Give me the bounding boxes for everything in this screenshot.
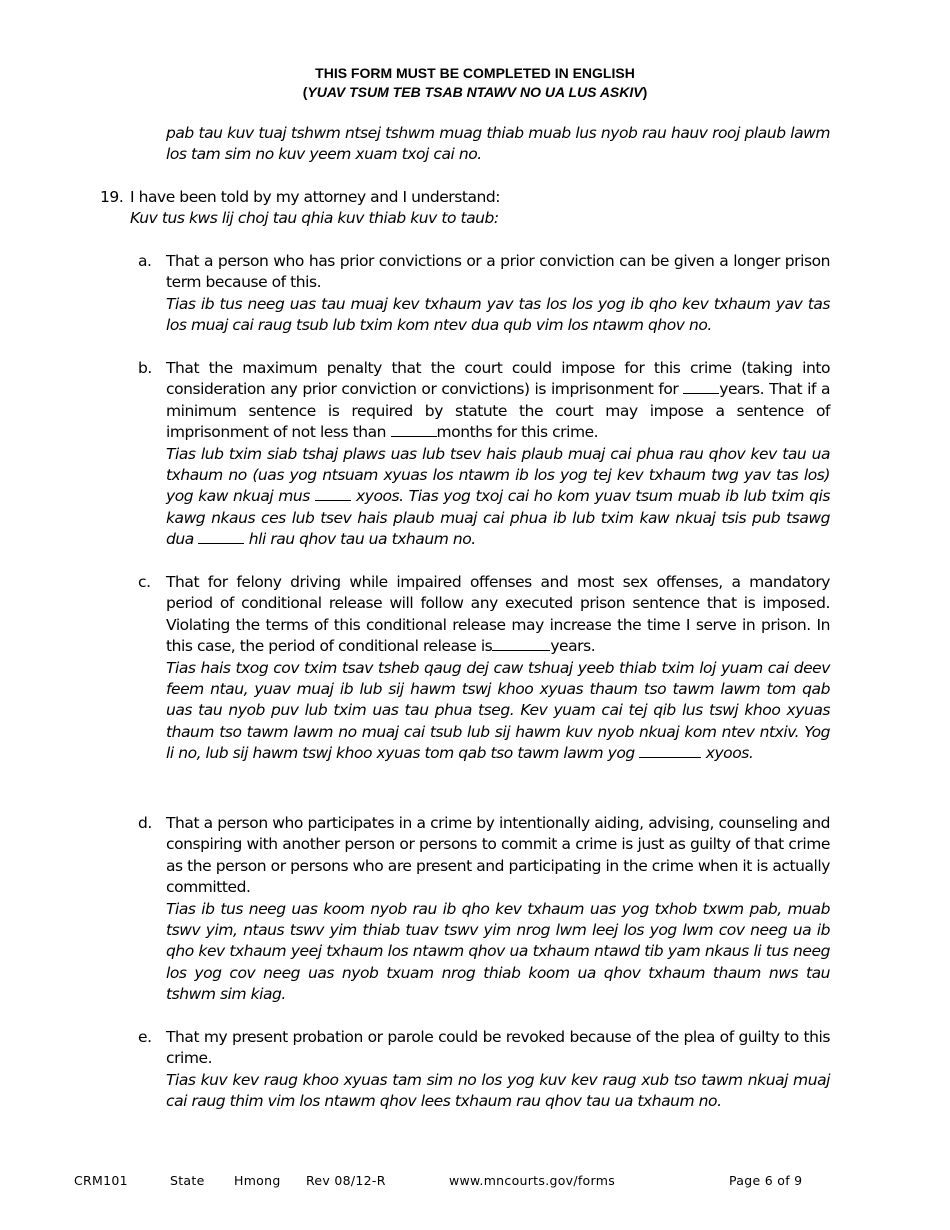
- item-letter: e.: [138, 1028, 152, 1046]
- xyoos-blank[interactable]: [315, 486, 351, 501]
- item-c-english-part2: years.: [550, 637, 596, 656]
- item-b-hmong: [166, 444, 830, 551]
- question-19-hmong: Kuv tus kws lij choj tau qhia kuv thiab kuv to taub:: [130, 209, 499, 227]
- header-subtitle: [0, 83, 950, 102]
- question-19-english: I have been told by my attorney and I understand:: [130, 188, 501, 206]
- item-d-hmong: Tias ib tus neeg uas koom nyob rau ib qho kev txhaum uas yog txhob txwm pab, muab tswv yim, ntaus tswv yim thiab tuav tswv yim nrog lwm leej los yog lwm cov neeg ua ib qho kev txhaum yeej txhaum los ntawm qhov ua txhaum ntawd tib yam nkaus li tus neeg los yog cov neeg uas nyob txuam nrog thiab koom ua qhov txhaum thaum nws tau tshwm sim kiag.: [166, 899, 830, 1004]
- item-e-content: [166, 1027, 830, 1113]
- item-letter: b.: [138, 359, 152, 377]
- release-xyoos-blank[interactable]: [639, 743, 701, 758]
- item-d-content: [166, 813, 830, 1006]
- item-c-content: [166, 572, 830, 765]
- item-c-hmong: [166, 658, 830, 765]
- item-e-hmong: Tias kuv kev raug khoo xyuas tam sim no los yog kuv kev raug xub tso tawm nkuaj muaj cai raug thim vim los ntawm qhov lees txhaum rau qhov tau ua txhaum no.: [166, 1070, 830, 1111]
- item-letter: c.: [138, 573, 151, 591]
- form-header: [0, 64, 950, 102]
- item-letter: d.: [138, 814, 152, 832]
- footer-state: State: [170, 1173, 205, 1188]
- item-b-hmong-part3: hli rau qhov tau ua txhaum no.: [244, 530, 476, 549]
- footer-form-id: CRM101: [74, 1173, 128, 1188]
- header-title: THIS FORM MUST BE COMPLETED IN ENGLISH: [315, 65, 635, 81]
- footer-page-number: Page 6 of 9: [729, 1173, 803, 1188]
- item-e-english: That my present probation or parole could be revoked because of the plea of guilty to this crime.: [166, 1028, 830, 1068]
- years-blank[interactable]: [683, 379, 719, 394]
- footer-language: Hmong: [234, 1173, 281, 1188]
- months-blank[interactable]: [391, 422, 437, 437]
- paren-open: (: [302, 84, 308, 100]
- item-b-english-part2: years. That if a minimum sentence is required by statute the court may impose a sentence of imprisonment of not less than: [166, 380, 830, 442]
- footer-revision: Rev 08/12-R: [306, 1173, 386, 1188]
- item-a-english: That a person who has prior convictions or a prior conviction can be given a longer prison term because of this.: [166, 252, 830, 292]
- continuation-paragraph: pab tau kuv tuaj tshwm ntsej tshwm muag thiab muab lus nyob rau hauv rooj plaub lawm los tam sim no kuv yeem xuam txoj cai no.: [166, 124, 830, 164]
- item-b-hmong-part1: Tias lub txim siab tshaj plaws uas lub tsev hais plaub muaj cai phua rau qhov kev tau ua txhaum no (uas yog ntsuam xyuas los ntawm ib los yog tej kev txhaum twg yav tas los) yog kaw nkuaj mus: [166, 444, 830, 506]
- item-a-hmong: Tias ib tus neeg uas tau muaj kev txhaum yav tas los los yog ib qho kev txhaum yav tas los muaj cai raug tsub lub txim kom ntev dua qub vim los ntawm qhov no.: [166, 294, 830, 335]
- hli-blank[interactable]: [198, 529, 244, 544]
- item-b-english-part3: months for this crime.: [436, 423, 599, 442]
- item-c-hmong-part2: xyoos.: [705, 744, 754, 763]
- page-footer: [0, 1173, 950, 1193]
- question-number: 19.: [100, 188, 124, 206]
- item-letter: a.: [138, 252, 152, 270]
- item-a-content: [166, 251, 830, 337]
- footer-url[interactable]: www.mncourts.gov/forms: [449, 1173, 616, 1188]
- item-b-english: [166, 358, 830, 444]
- item-c-hmong-part1: Tias hais txog cov txim tsav tsheb qaug dej caw tshuaj yeeb thiab txim loj yuam cai deev feem ntau, yuav muaj ib lub sij hawm tswj khoo xyuas thaum tso tawm lawm tom qab uas tau nyob puv lub txim uas tau phua tseg. Kev yuam cai tej qib lus tswj khoo xyuas thaum tso tawm lawm no muaj cai tsub lub sij hawm kuv nyob nkuaj kom ntev ntxiv. Yog li no, lub sij hawm tswj khoo xyuas tom qab tso tawm lawm yog: [166, 658, 830, 763]
- item-b-english-part1: That the maximum penalty that the court could impose for this crime (taking into consideration any prior conviction or convictions) is imprisonment for: [166, 359, 830, 399]
- item-d-english: That a person who participates in a crime by intentionally aiding, advising, counseling and conspiring with another person or persons to commit a crime is just as guilty of that crime as the person or persons who are present and participating in the crime when it is actually committed.: [166, 814, 830, 897]
- item-c-english-part1: That for felony driving while impaired offenses and most sex offenses, a mandatory period of conditional release will follow any executed prison sentence that is imposed. Violating the terms of this conditional release may increase the time I serve in prison. In this case, the period of conditional release is: [166, 573, 830, 656]
- header-subtitle-hmong: YUAV TSUM TEB TSAB NTAWV NO UA LUS ASKIV: [307, 84, 643, 100]
- item-b-content: [166, 358, 830, 551]
- item-b-hmong-part2: xyoos. Tias yog txoj cai ho kom yuav tsum muab ib lub txim qis kawg nkaus ces lub tsev hais plaub muaj cai phua ib lub txim kaw nkuaj tsis pub tsawg dua: [166, 487, 830, 549]
- item-c-english: [166, 572, 830, 658]
- release-years-blank[interactable]: [492, 636, 550, 651]
- paren-close: ): [642, 84, 648, 100]
